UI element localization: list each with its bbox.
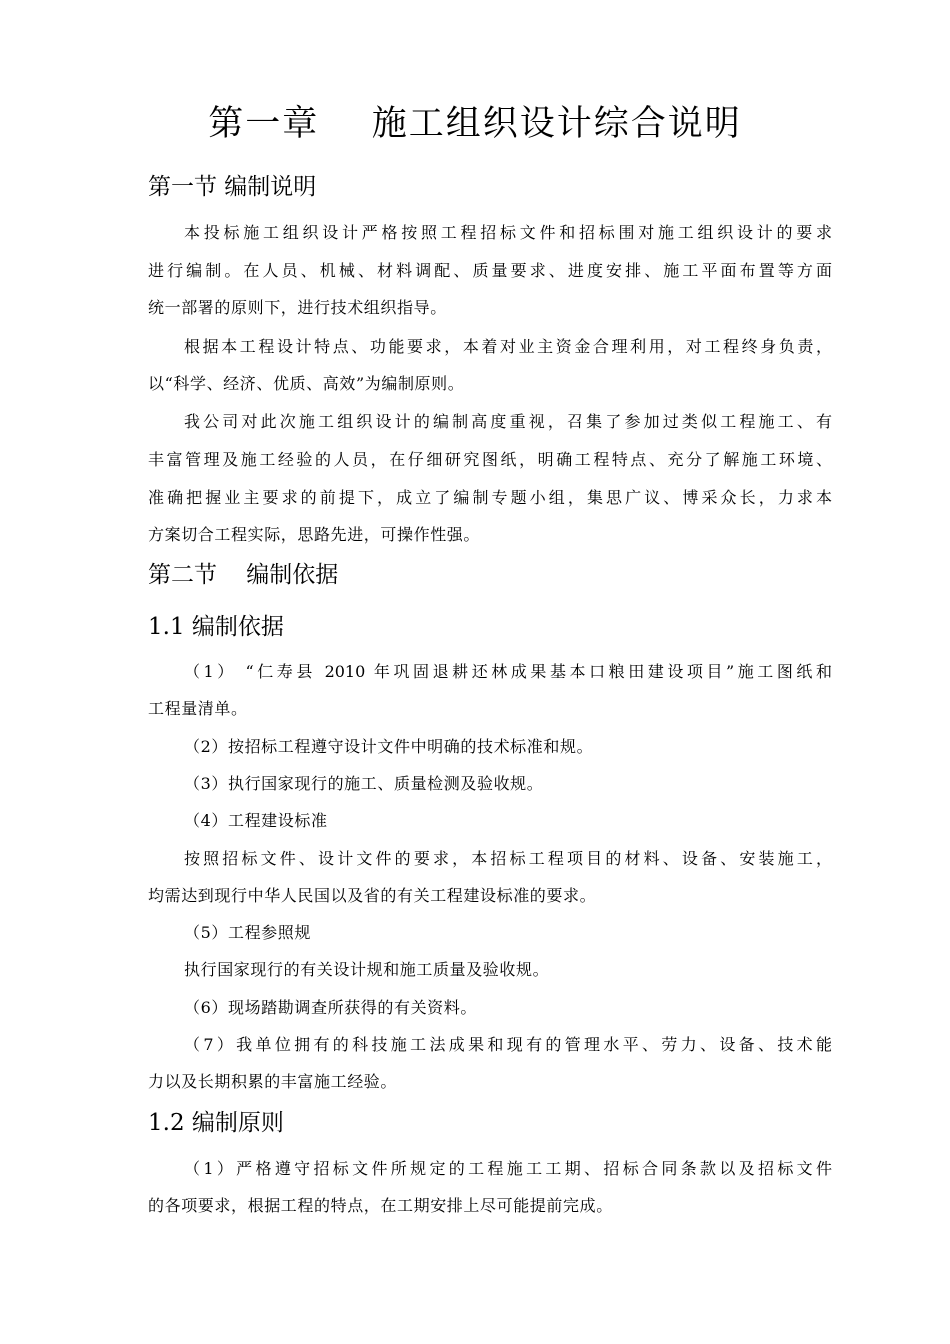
paragraph-line: 力以及长期积累的丰富施工经验。 [148, 1072, 398, 1091]
subsection-1-2-heading: 1.2 编制原则 [148, 1110, 284, 1136]
paragraph-line: 准确把握业主要求的前提下，成立了编制专题小组，集思广议、博采众长，力求本 [148, 488, 832, 507]
subsection-1-1-heading: 1.1 编制依据 [148, 614, 284, 640]
list-item: （2）按招标工程遵守设计文件中明确的技术标准和规。 [184, 737, 594, 756]
section-1-heading: 第一节 编制说明 [148, 174, 317, 200]
paragraph-line: 本投标施工组织设计严格按照工程招标文件和招标围对施工组织设计的要求 [184, 223, 832, 242]
paragraph-line: 我公司对此次施工组织设计的编制高度重视，召集了参加过类似工程施工、有 [184, 412, 832, 431]
list-item: （3）执行国家现行的施工、质量检测及验收规。 [184, 774, 544, 793]
list-item: （1） “仁寿县 2010 年巩固退耕还林成果基本口粮田建设项目”施工图纸和 [184, 662, 832, 681]
list-item: （6）现场踏勘调查所获得的有关资料。 [184, 998, 477, 1017]
list-item: （7）我单位拥有的科技施工法成果和现有的管理水平、劳力、设备、技术能 [184, 1035, 832, 1054]
paragraph-line: 按照招标文件、设计文件的要求，本招标工程项目的材料、设备、安装施工， [184, 849, 832, 868]
list-item: （1）严格遵守招标文件所规定的工程施工工期、招标合同条款以及招标文件 [184, 1159, 832, 1178]
paragraph-line: 以“科学、经济、优质、高效”为编制原则。 [148, 374, 465, 393]
list-item: （4）工程建设标准 [184, 811, 328, 830]
paragraph-line: 方案切合工程实际，思路先进，可操作性强。 [148, 525, 481, 544]
paragraph-line: 均需达到现行中华人民国以及省的有关工程建设标准的要求。 [148, 886, 597, 905]
list-item: （5）工程参照规 [184, 923, 311, 942]
paragraph-line: 的各项要求，根据工程的特点，在工期安排上尽可能提前完成。 [148, 1196, 613, 1215]
chapter-title: 第一章 施工组织设计综合说明 [208, 104, 742, 144]
paragraph-line: 进行编制。在人员、机械、材料调配、质量要求、进度安排、施工平面布置等方面 [148, 261, 832, 280]
paragraph-line: 根据本工程设计特点、功能要求，本着对业主资金合理利用，对工程终身负责， [184, 337, 832, 356]
list-item: 工程量清单。 [148, 699, 248, 718]
paragraph-line: 执行国家现行的有关设计规和施工质量及验收规。 [184, 960, 550, 979]
section-2-heading: 第二节 编制依据 [148, 562, 339, 588]
paragraph-line: 丰富管理及施工经验的人员，在仔细研究图纸，明确工程特点、充分了解施工环境、 [148, 450, 832, 469]
paragraph-line: 统一部署的原则下，进行技术组织指导。 [148, 298, 447, 317]
